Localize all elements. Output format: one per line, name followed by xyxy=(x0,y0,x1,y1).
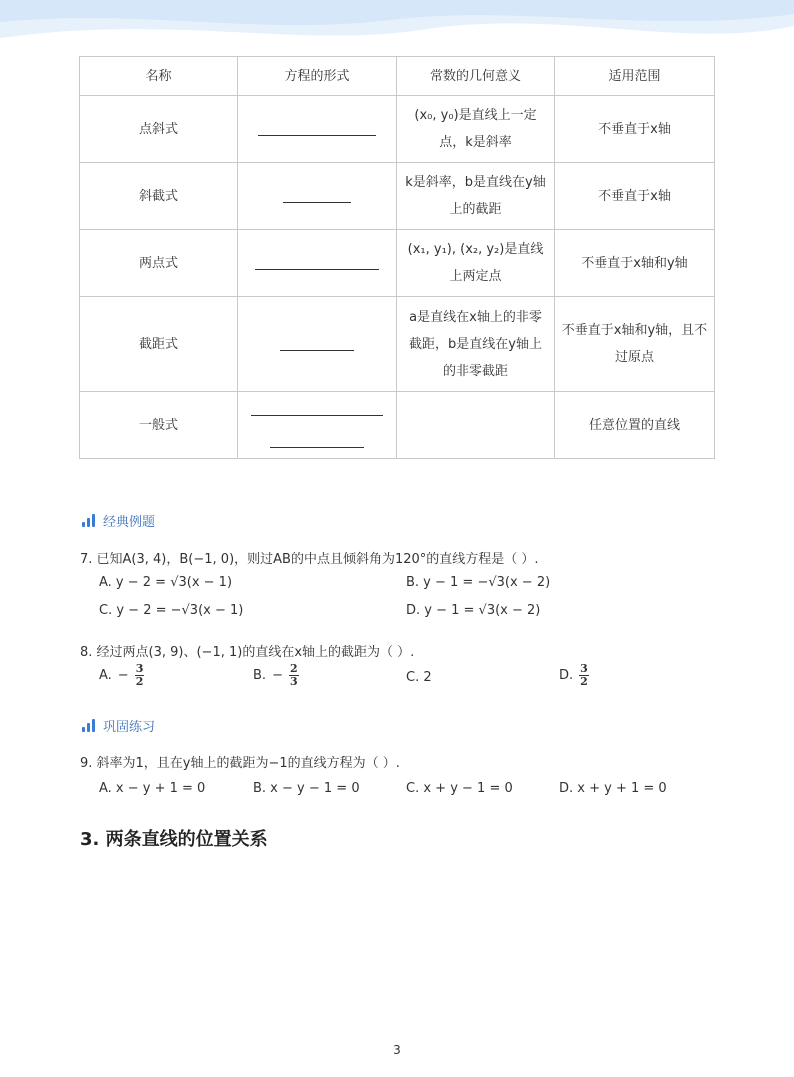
option-label: B. xyxy=(253,668,267,683)
form-blank[interactable] xyxy=(238,297,397,392)
header-wave-decoration xyxy=(0,0,794,58)
row-meaning: a是直线在x轴上的非零截距，b是直线在y轴上的非零截距 xyxy=(397,297,555,392)
option-sign: − xyxy=(117,668,129,683)
q8-option-a[interactable] xyxy=(99,663,144,688)
row-range: 不垂直于x轴 xyxy=(555,96,715,163)
line-equation-table xyxy=(79,56,715,459)
section-title: 巩固练习 xyxy=(103,720,156,735)
bar-chart-icon xyxy=(82,719,95,732)
form-blank[interactable] xyxy=(238,163,397,230)
row-name: 斜截式 xyxy=(80,163,238,230)
table-row xyxy=(80,163,715,230)
row-name: 点斜式 xyxy=(80,96,238,163)
option-sign: − xyxy=(272,668,283,683)
header-name: 名称 xyxy=(80,57,238,96)
fraction xyxy=(289,663,299,688)
row-range: 不垂直于x轴和y轴，且不过原点 xyxy=(555,297,715,392)
form-blank[interactable] xyxy=(238,230,397,297)
denominator: 2 xyxy=(580,675,588,688)
table-header-row xyxy=(80,57,715,96)
q7-option-d[interactable]: D. y − 1 = √3(x − 2) xyxy=(406,603,541,618)
header-meaning: 常数的几何意义 xyxy=(397,57,555,96)
row-meaning: (x₁, y₁), (x₂, y₂)是直线上两定点 xyxy=(397,230,555,297)
row-name: 一般式 xyxy=(80,392,238,459)
section-heading-3: 3. 两条直线的位置关系 xyxy=(80,829,268,850)
row-meaning: (x₀, y₀)是直线上一定点，k是斜率 xyxy=(397,96,555,163)
question-9: 9. 斜率为1，且在y轴上的截距为−1的直线方程为（ ）. xyxy=(80,756,400,771)
question-7: 7. 已知A(3, 4)，B(−1, 0)，则过AB的中点且倾斜角为120°的直线方程是（ ）. xyxy=(80,552,539,567)
numerator: 3 xyxy=(580,662,588,675)
numerator: 3 xyxy=(135,662,144,675)
table-row xyxy=(80,230,715,297)
question-8: 8. 经过两点(3, 9)、(−1, 1)的直线在x轴上的截距为（ ）. xyxy=(80,645,415,660)
option-label: D. xyxy=(559,668,574,683)
section-practice xyxy=(82,716,155,735)
table-row xyxy=(80,392,715,459)
section-title: 经典例题 xyxy=(103,515,156,530)
section-classic-examples xyxy=(82,511,155,530)
q7-option-c[interactable]: C. y − 2 = −√3(x − 1) xyxy=(99,603,244,618)
row-meaning: k是斜率，b是直线在y轴上的截距 xyxy=(397,163,555,230)
row-name: 截距式 xyxy=(80,297,238,392)
denominator: 3 xyxy=(289,675,298,688)
page-number: 3 xyxy=(393,1043,401,1057)
denominator: 2 xyxy=(135,675,144,688)
bar-chart-icon xyxy=(82,514,95,527)
q7-option-a[interactable]: A. y − 2 = √3(x − 1) xyxy=(99,575,233,590)
row-meaning xyxy=(397,392,555,459)
q9-option-d[interactable]: D. x + y + 1 = 0 xyxy=(559,781,667,796)
form-blank[interactable] xyxy=(238,392,397,459)
q8-option-d[interactable] xyxy=(559,663,589,688)
option-label: A. xyxy=(99,668,112,683)
table-row xyxy=(80,297,715,392)
fraction xyxy=(579,663,589,688)
q7-option-b[interactable]: B. y − 1 = −√3(x − 2) xyxy=(406,575,551,590)
q9-option-c[interactable]: C. x + y − 1 = 0 xyxy=(406,781,513,796)
q9-option-b[interactable]: B. x − y − 1 = 0 xyxy=(253,781,360,796)
row-name: 两点式 xyxy=(80,230,238,297)
header-range: 适用范围 xyxy=(555,57,715,96)
q8-option-c[interactable]: C. 2 xyxy=(406,670,432,685)
q8-option-b[interactable] xyxy=(253,663,299,688)
numerator: 2 xyxy=(289,662,298,675)
q9-option-a[interactable]: A. x − y + 1 = 0 xyxy=(99,781,206,796)
row-range: 不垂直于x轴和y轴 xyxy=(555,230,715,297)
form-blank[interactable] xyxy=(238,96,397,163)
row-range: 不垂直于x轴 xyxy=(555,163,715,230)
header-form: 方程的形式 xyxy=(238,57,397,96)
table-row xyxy=(80,96,715,163)
row-range: 任意位置的直线 xyxy=(555,392,715,459)
fraction xyxy=(135,663,145,688)
